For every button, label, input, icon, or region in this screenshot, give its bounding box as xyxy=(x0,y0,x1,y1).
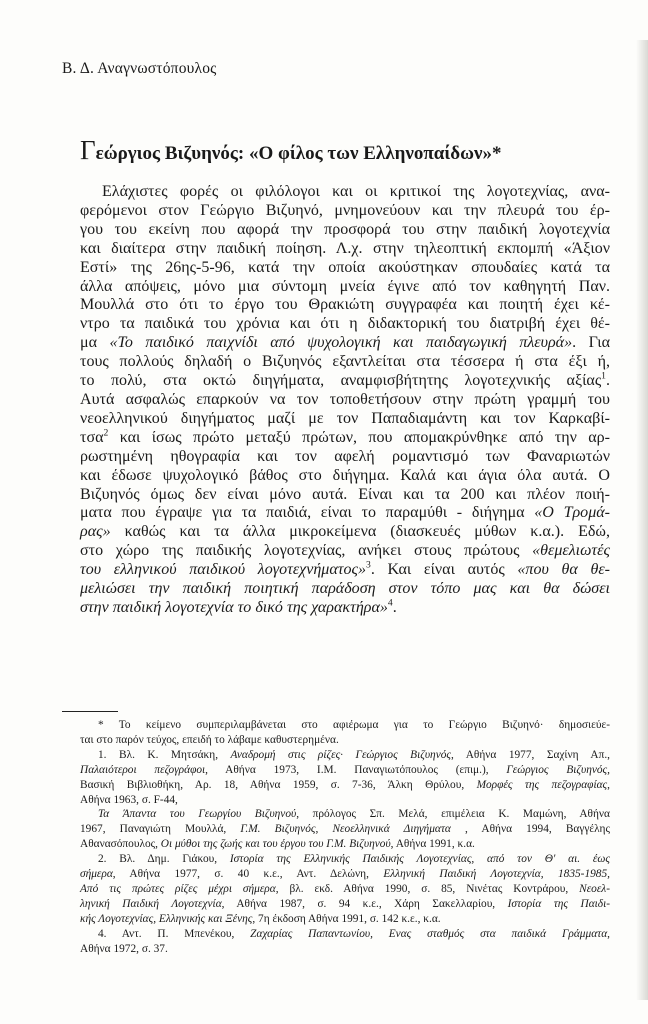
body-segment: . Για xyxy=(572,334,610,352)
body-segment: μα xyxy=(80,334,110,352)
note-segment: , xyxy=(607,927,611,940)
footnote-line xyxy=(80,912,610,927)
note-segment: Αθανασόπουλος, xyxy=(80,838,161,851)
body-line: γου του εκείνη που αφορά την προσφορά του στην παιδική λογοτεχνία xyxy=(80,220,610,238)
quotation: «θεμελιωτές xyxy=(532,542,610,560)
cited-title: κής Λογοτεχνίας, Ελληνικής και Ξένης xyxy=(80,912,253,925)
note-segment: , Αθήνα 1977, Σαχίνη Απ., xyxy=(451,748,610,761)
body-line: Μουλλά στο ότι το έργο του Θρακιώτη συγγραφέα και ποιητή έχει κέ- xyxy=(80,296,610,314)
title-text: εώργιος Βιζυηνός: «Ο φίλος των Ελληνοπαίδων»* xyxy=(95,143,502,164)
footnote-line: ται στο παρόν τεύχος, επειδή το λάβαμε καθυστερημένα. xyxy=(80,733,339,746)
body-line: νεοελληνικού διηγήματος μαζί με τον Παπαδιαμάντη και τον Καρκαβί- xyxy=(80,409,610,427)
note-segment: , Αθήνα 1973, Ι.Μ. Παναγιωτόπουλος (επιμ.), xyxy=(205,763,507,776)
note-segment: , πρόλογος Σπ. Μελά, επιμέλεια Κ. Μαμώνη, Αθήνα xyxy=(296,808,610,821)
body-line xyxy=(80,580,610,599)
body-line: ρωστημένη ηθογραφία και τον αφελή ρομαντισμό των Φαναριωτών xyxy=(80,447,610,465)
body-segment: στο χώρο της παιδικής λογοτεχνίας, ανήκει στους πρώτους xyxy=(80,542,533,560)
footnote-line xyxy=(80,867,610,882)
cited-title: Παλαιότεροι πεζογράφοι xyxy=(80,763,206,776)
cited-title: ληνική Παιδική Λογοτεχνία xyxy=(80,897,222,910)
body-line: άλλα απόψεις, μόνο μια σύντομη μνεία έγινε από τον καθηγητή Παν. xyxy=(80,277,610,295)
footnote-line xyxy=(80,882,610,897)
page-edge-shadow xyxy=(636,40,648,1000)
cited-title: Ιστορία της Ελληνικής Παιδικής Λογοτεχνίας, από τον Θ' αι. έως xyxy=(229,853,610,866)
note-segment: 1. Βλ. Κ. Μητσάκη, xyxy=(98,748,231,761)
body-line xyxy=(80,523,610,542)
body-segment: . xyxy=(392,598,397,616)
body-line: Αυτά ασφαλώς επαρκούν να τον τοποθετήσουν στην πρώτη γραμμή του xyxy=(80,390,610,408)
quoted-title: «Ο Τρομά- xyxy=(534,504,610,522)
body-line xyxy=(80,542,610,561)
quotation: «που θα θε- xyxy=(517,561,610,579)
note-segment: 1967, Παναγιώτη Μουλλά, xyxy=(80,823,241,836)
body-segment: το πολύ, στα οκτώ διηγήματα, αναμφισβήτητης λογοτεχνικής αξίας xyxy=(80,372,602,390)
cited-title: Μορφές της πεζογραφίας xyxy=(476,778,608,791)
note-segment: , Αθήνα 1977, σ. 40 κ.ε., Αντ. Δελώνη, xyxy=(112,868,384,881)
cited-title: Από τις πρώτες ρίζες μέχρι σήμερα xyxy=(80,882,276,895)
footnote-line: Αθήνα 1963, σ. F-44, xyxy=(80,793,178,806)
footnote-line xyxy=(80,807,610,822)
cited-title: Γ.Μ. Βιζυηνός, Νεοελληνικά Διηγήματα xyxy=(240,823,451,836)
cited-title: Οι μύθοι της ζωής και του έργου του Γ.Μ. Βιζυηνού xyxy=(160,838,391,851)
note-segment: 2. Βλ. Δημ. Γιάκου, xyxy=(98,853,230,866)
body-line xyxy=(80,429,610,448)
body-segment: ματα που έγραψε για τα παιδιά, είναι το παραμύθι - διήγημα xyxy=(80,504,535,522)
footnote-line xyxy=(80,748,610,763)
body-line: και έδωσε ψυχολογικό βάθος στο διήγημα. Καλά και άγια όλα αυτά. Ο xyxy=(80,466,610,484)
cited-title: Τα Άπαντα του Γεωργίου Βιζυηνού xyxy=(98,808,297,821)
footnote-ref: 3 xyxy=(366,559,371,571)
note-segment: , βλ. εκδ. Αθήνα 1990, σ. 85, Νινέτας Κοντράρου, xyxy=(275,882,580,895)
footnote-line: * Το κείμενο συμπεριλαμβάνεται στο αφιέρωμα για το Γεώργιο Βιζυηνό· δημοσιεύε- xyxy=(98,719,610,731)
note-segment: , Αθήνα 1987, σ. 94 κ.ε., Χάρη Σακελλαρίου, xyxy=(221,897,508,910)
footnote-line xyxy=(80,852,610,867)
footnote-ref: 1 xyxy=(601,370,606,382)
body-segment: τσα xyxy=(80,428,104,446)
article-title xyxy=(80,135,620,166)
body-segment: . Και είναι αυτός xyxy=(370,561,518,579)
body-line xyxy=(80,334,610,353)
cited-title: σήμερα xyxy=(80,868,113,881)
note-segment: Βασική Βιβλιοθήκη, Αρ. 18, Αθήνα 1959, σ. 7-36, Άλκη Θρύλου, xyxy=(80,778,477,791)
cited-title: Ιστορία της Παιδι- xyxy=(507,897,611,910)
body-line xyxy=(80,372,610,391)
article-body xyxy=(80,183,610,618)
note-segment: , Αθήνα 1991, κ.α. xyxy=(390,838,475,851)
footnote-line xyxy=(80,822,610,837)
footnote-ref: 4 xyxy=(387,597,393,609)
footnote-line xyxy=(80,763,610,778)
body-line: τους πολλούς δηλαδή ο Βιζυηνός εξαντλείται στα τέσσερα ή στα έξι ή, xyxy=(80,353,610,371)
body-segment: και ίσως πρώτο μεταξύ πρώτων, που απομακρύνθηκε από την αρ- xyxy=(108,428,610,446)
quotation: στην παιδική λογοτεχνία το δικό της χαρακτήρα» xyxy=(80,598,388,616)
footnote-separator xyxy=(62,711,118,712)
quoted-title: ρας» xyxy=(80,523,111,541)
body-line xyxy=(80,504,610,523)
body-line xyxy=(80,599,610,618)
body-line: φερόμενοι στον Γεώργιο Βιζυηνό, μνημονεύουν και την πλευρά του έρ- xyxy=(80,201,610,219)
note-segment: , Αθήνα 1994, Βαγγέλης xyxy=(450,823,610,836)
body-line: Βιζυηνός όμως δεν είναι μόνο αυτά. Είναι και τα 200 και πλέον ποιή- xyxy=(80,485,610,503)
title-initial: Γ xyxy=(80,135,96,165)
cited-title: Νεοελ- xyxy=(579,882,610,895)
running-header-author: Β. Δ. Αναγνωστόπουλος xyxy=(62,60,217,77)
footnote-ref: 2 xyxy=(103,427,109,439)
cited-title: Ελληνική Παιδική Λογοτεχνία, 1835-1985, xyxy=(383,868,610,881)
body-line: και διαίτερα στην παιδική ποίηση. Λ.χ. στην τηλεοπτική εκπομπή «Άξιον xyxy=(80,239,610,257)
footnote-line xyxy=(80,927,610,942)
body-line: ντρο τα παιδικά του χρόνια και ότι η διδακτορική του διατριβή έχει θέ- xyxy=(80,315,610,333)
footnote-line xyxy=(80,837,610,852)
quoted-title: «Το παιδικό παιχνίδι από ψυχολογική και παιδαγωγική πλευρά» xyxy=(109,334,573,352)
cited-title: Γεώργιος Βιζυηνός, xyxy=(506,763,610,776)
quotation: του ελληνικού παιδικού λογοτεχνήματος» xyxy=(80,561,367,579)
quotation: μελιώσει την παιδική ποιητική παράδοση στον τόπο μας και θα δώσει xyxy=(80,580,610,598)
note-segment: 4. Αντ. Π. Μπενέκου, xyxy=(98,927,251,940)
note-segment: , xyxy=(607,778,611,791)
footnotes xyxy=(80,718,610,957)
body-segment: . xyxy=(605,372,610,390)
cited-title: Αναδρομή στις ρίζες· Γεώργιος Βιζυηνός xyxy=(230,748,451,761)
body-line: Εστί» της 26ης-5-96, κατά την οποία ακούστηκαν σπουδαίες κατά τα xyxy=(80,258,610,276)
body-segment: καθώς και τα άλλα μικροκείμενα (διασκευές μύθων κ.α.). Εδώ, xyxy=(110,523,610,541)
footnote-line xyxy=(80,897,610,912)
footnote-line: Αθήνα 1972, σ. 37. xyxy=(80,942,168,955)
body-line: Ελάχιστες φορές οι φιλόλογοι και οι κριτικοί της λογοτεχνίας, ανα- xyxy=(102,183,610,200)
body-line xyxy=(80,561,610,580)
footnote-line xyxy=(80,778,610,793)
cited-title: Ζαχαρίας Παπαντωνίου, Ενας σταθμός στα παιδικά Γράμματα xyxy=(250,927,608,940)
note-segment: , 7η έκδοση Αθήνα 1991, σ. 142 κ.ε., κ.α. xyxy=(252,912,441,925)
